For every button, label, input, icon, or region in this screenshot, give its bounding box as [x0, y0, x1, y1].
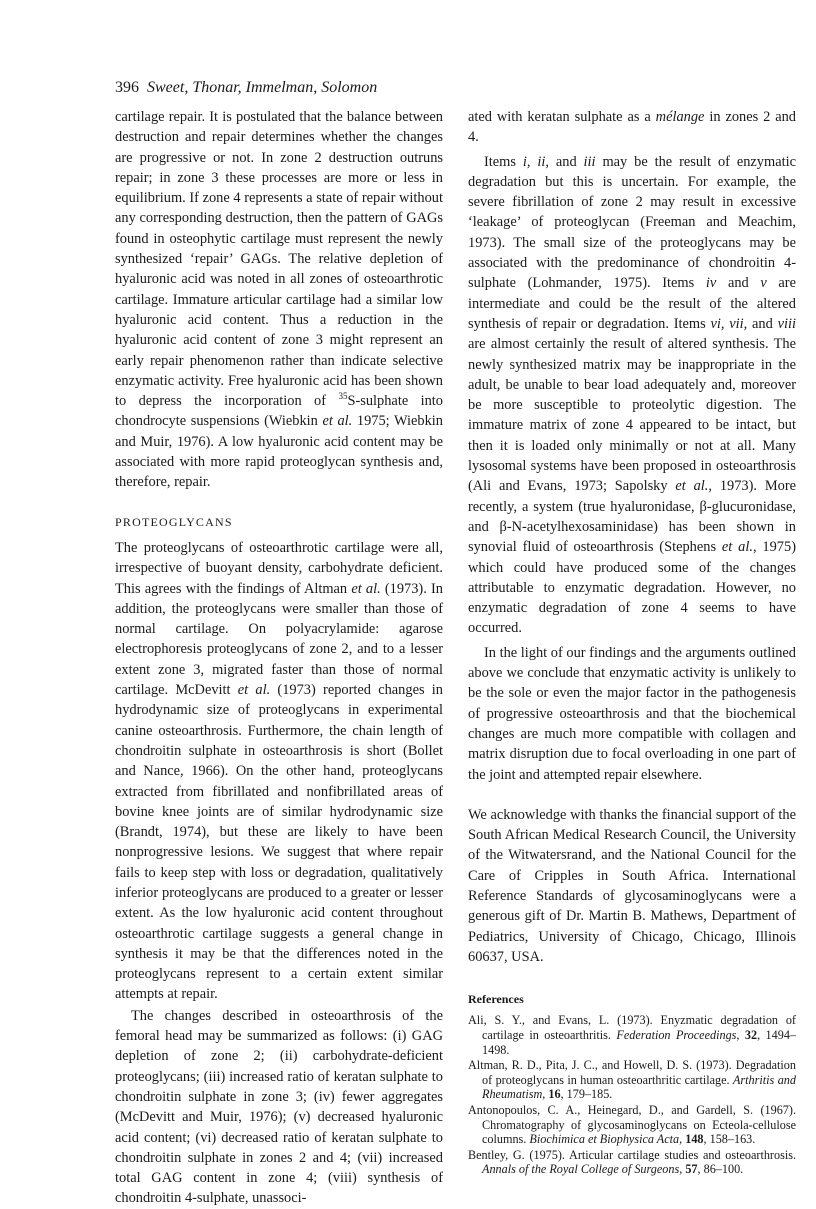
reference-item: Ali, S. Y., and Evans, L. (1973). Enyzmatic degradation of cartilage in osteoarthritis. Federation Proceedings, 32, 1494–1498.: [468, 1013, 797, 1057]
paragraph-proteoglycans: The proteoglycans of osteoarthrotic cartilage were all, irrespective of buoyant density, carbohydrate deficient. This agrees with the findings of Altman et al. (1973). In addition, the proteoglycans were smaller than those of normal cartilage. On polyacrylamide: agarose electrophoresis proteoglycans of zone 2, and to a lesser extent zone 3, migrated faster than those of normal cartilage. McDevitt et al. (1973) reported changes in hydrodynamic size of proteoglycans in experimental canine osteoarthrosis. Furthermore, the chain length of chondroitin sulphate in osteoarthrosis is short (Bollet and Nance, 1966). On the other hand, proteoglycans extracted from fibrillated and nonfibrillated areas of bovine knee joints are of similar hydrodynamic size (Brandt, 1974), but these are likely to have been nonprogressive lesions. We suggest that where repair fails to keep step with loss or degradation, qualitatively inferior proteoglycans are produced to a greater or lesser extent. As the low hyaluronic acid content throughout osteoarthrotic cartilage suggests a general change in synthesis it may be that the differences noted in the proteoglycans represent to a certain extent similar attempts at repair.: [115, 539, 443, 1003]
reference-item: Antonopoulos, C. A., Heinegard, D., and Gardell, S. (1967). Chromatography of glycosaminoglycans on Ecteola-cellulose columns. Biochimica et Biophysica Acta, 148, 158–163.: [468, 1103, 796, 1147]
left-column: [115, 107, 443, 1209]
paragraph-items: Items i, ii, and iii may be the result of enzymatic degradation but this is uncertain. For example, the severe fibrillation of zone 2 may result in excessive ‘leakage’ of proteoglycan (Freeman and Meachim, 1973). The small size of the proteoglycans may be associated with the predominance of chondroitin 4-sulphate (Lohmander, 1975). Items iv and v are intermediate and could be the result of the altered synthesis of repair or degradation. Items vi, vii, and viii are almost certainly the result of altered synthesis. The newly synthesized matrix may be inappropriate in the adult, be unable to bear load adequately and, moreover be more susceptible to proteolytic digestion. The immature matrix of zone 4 appeared to be intact, but then it is loaded only minimally or not at all. Many lysosomal systems have been proposed in osteoarthrosis (Ali and Evans, 1973; Sapolsky et al., 1973). More recently, a system (true hyaluronidase, β-glucuronidase, and β-N-acetylhexosaminidase) has been shown in synovial fluid of osteoarthrosis (Stephens et al., 1975) which could have produced some of the changes attributable to enzymatic degradation. However, no enzymatic degradation of zone 4 seems to have occurred.: [468, 153, 797, 637]
references-heading: References: [468, 992, 524, 1007]
section-heading-proteoglycans: PROTEOGLYCANS: [115, 514, 233, 529]
running-header: [115, 79, 377, 97]
isotope-superscript: 35: [338, 391, 348, 402]
paragraph-repair: cartilage repair. It is postulated that the balance between destruction and repair determines whether the changes are progressive or not. In zone 2 destruction outruns repair; in zone 3 these processes are more or less in equilibrium. If zone 4 represents a state of repair without any corresponding destruction, then the pattern of GAGs found in osteophytic cartilage must represent the newly synthesized ‘repair’ GAGs. The relative depletion of hyaluronic acid was noted in all zones of osteoarthrotic cartilage. Immature articular cartilage had a similar low hyaluronic acid content. Thus a reduction in the hyaluronic acid content of zone 3 might represent an early repair phenomenon rather than indicate selective enzymatic activity. Free hyaluronic acid has been shown to depress the incorporation of $^{35}$S-sulphate into chondrocyte suspensions (Wiebkin et al. 1975; Wiebkin and Muir, 1976). A low hyaluronic acid content may be associated with more rapid proteoglycan synthesis and, therefore, repair.: [115, 109, 443, 491]
running-authors: Sweet, Thonar, Immelman, Solomon: [147, 79, 378, 96]
reference-item: Altman, R. D., Pita, J. C., and Howell, D. S. (1973). Degradation of proteoglycans in human osteoarthritic cartilage. Arthritis and Rheumatism, 16, 179–185.: [468, 1058, 796, 1102]
acknowledgement: We acknowledge with thanks the financial support of the South African Medical Research Council, the University of the Witwatersrand, and the National Council for the Care of Cripples in South Africa. International Reference Standards of glycosaminoglycans were a generous gift of Dr. Martin B. Mathews, Department of Pediatrics, University of Chicago, Chicago, Illinois 60637, USA.: [468, 806, 796, 965]
page-number: 396: [115, 79, 139, 96]
paragraph-continuation: ated with keratan sulphate as a mélange in zones 2 and 4.: [468, 109, 796, 146]
paragraph-summary: The changes described in osteoarthrosis of the femoral head may be summarized as follows: (i) GAG depletion of zone 2; (ii) carbohydrate-deficient proteoglycans; (iii) increased ratio of keratan sulphate to chondroitin sulphate in zone 3; (iv) fewer aggregates (McDevitt and Muir, 1976); (v) decreased hyaluronic acid content; (vi) decreased ratio of keratan sulphate to chondroitin sulphate in zones 2 and 4; (vii) increased total GAG content in zone 4; (viii) synthesis of chondroitin 4-sulphate, unassoci-: [115, 1007, 443, 1207]
reference-item: Bentley, G. (1975). Articular cartilage studies and osteoarthrosis. Annals of the Royal College of Surgeons, 57, 86–100.: [468, 1147, 796, 1177]
reference-list: [468, 1013, 796, 1177]
right-column: [468, 107, 796, 1178]
paragraph-conclusion: In the light of our findings and the arguments outlined above we conclude that enzymatic activity is unlikely to be the sole or even the major factor in the pathogenesis of progressive osteoarthrosis and that the biochemical changes are much more compatible with collagen and matrix disruption due to focal overloading in one part of the joint and attempted repair elsewhere.: [468, 644, 796, 783]
